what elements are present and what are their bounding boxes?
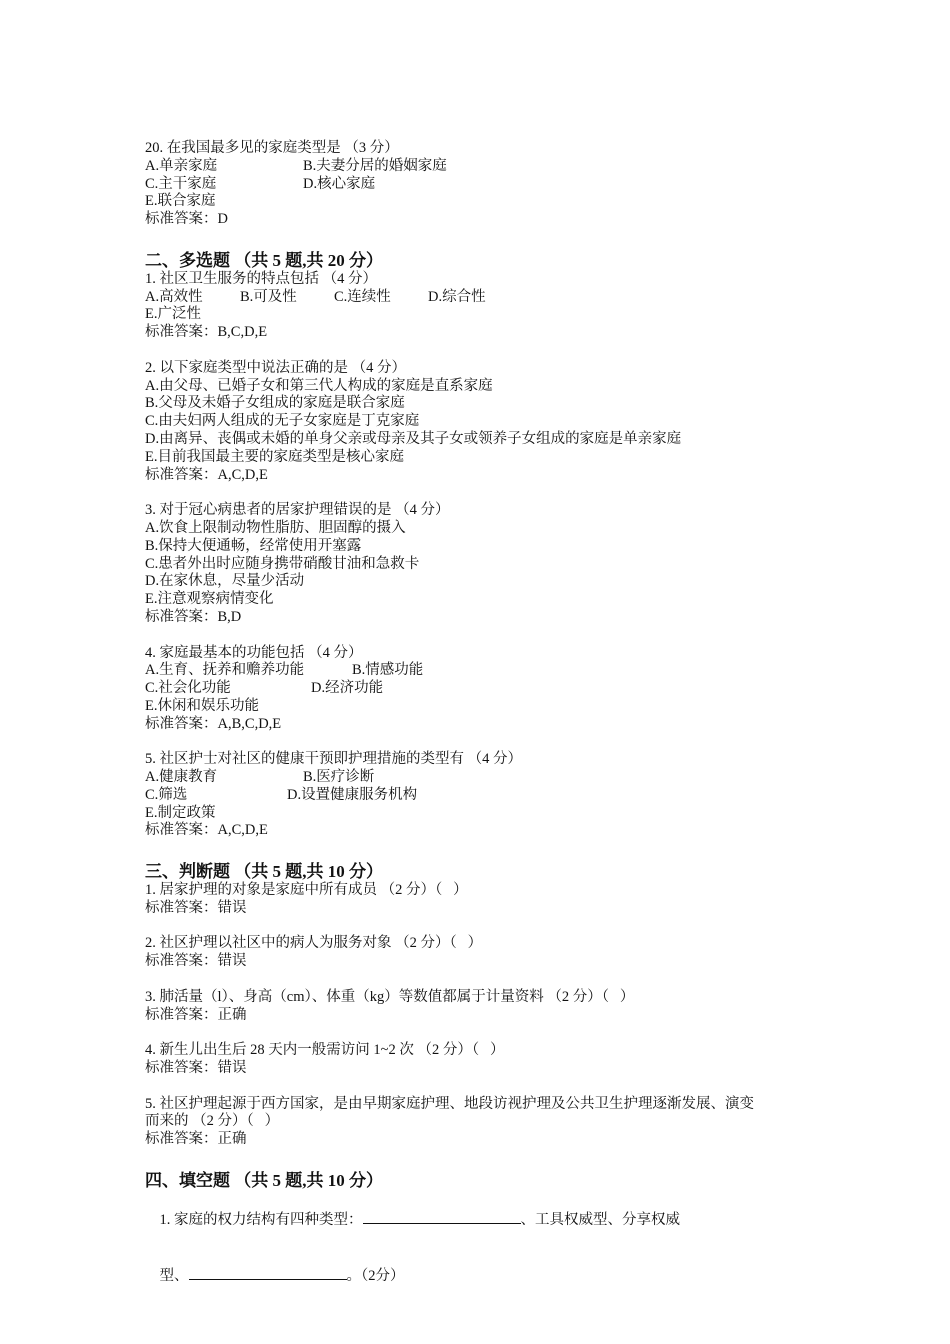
option-b: B.保持大便通畅，经常使用开塞露 bbox=[145, 537, 362, 554]
stem-part: 。（2分） bbox=[346, 1268, 405, 1285]
exam-page bbox=[145, 140, 825, 1304]
question-stem: 1. 居家护理的对象是家庭中所有成员 （2 分）（ ） bbox=[145, 882, 468, 899]
option-e: E.制定政策 bbox=[145, 804, 216, 821]
option-c: C.患者外出时应随身携带硝酸甘油和急救卡 bbox=[145, 555, 420, 572]
option-e: E.注意观察病情变化 bbox=[145, 591, 274, 608]
option-a: A.单亲家庭 bbox=[145, 157, 218, 174]
standard-answer: 标准答案：错误 bbox=[145, 953, 247, 970]
option-e: E.广泛性 bbox=[145, 306, 201, 323]
stem-part: 型、 bbox=[159, 1268, 189, 1285]
option-a: A.由父母、已婚子女和第三代人构成的家庭是直系家庭 bbox=[145, 377, 493, 394]
option-c: C.社会化功能 bbox=[145, 680, 231, 697]
standard-answer: 标准答案：A,C,D,E bbox=[145, 466, 268, 483]
option-e: E.休闲和娱乐功能 bbox=[145, 697, 259, 714]
stem-part: 、工具权威型、分享权威 bbox=[520, 1211, 680, 1228]
standard-answer: 标准答案：B,C,D,E bbox=[145, 324, 268, 341]
option-b: B.情感功能 bbox=[352, 662, 424, 679]
option-c: C.筛选 bbox=[145, 786, 188, 803]
standard-answer: 标准答案：错误 bbox=[145, 1060, 247, 1077]
section-title-multiple-choice: 二、多选题 （共 5 题,共 20 分） bbox=[145, 250, 383, 270]
option-c: C.连续性 bbox=[334, 288, 391, 305]
option-c: C.主干家庭 bbox=[145, 175, 217, 192]
option-row bbox=[145, 176, 825, 194]
option-row bbox=[145, 769, 825, 787]
standard-answer: 标准答案：正确 bbox=[145, 1006, 247, 1023]
section-title-true-false: 三、判断题 （共 5 题,共 10 分） bbox=[145, 862, 383, 882]
question-stem: 20. 在我国最多见的家庭类型是 （3 分） bbox=[145, 140, 399, 156]
question-stem-continued bbox=[145, 1247, 825, 1303]
option-a: A.饮食上限制动物性脂肪、胆固醇的摄入 bbox=[145, 519, 406, 536]
option-b: B.可及性 bbox=[240, 288, 297, 305]
option-row bbox=[145, 787, 825, 805]
section-title-fill-in: 四、填空题 （共 5 题,共 10 分） bbox=[145, 1170, 383, 1190]
question-stem: 5. 社区护理起源于西方国家，是由早期家庭护理、地段访视护理及公共卫生护理逐渐发展、演变 bbox=[145, 1095, 754, 1112]
option-d: D.在家休息，尽量少活动 bbox=[145, 573, 305, 590]
option-c: C.由夫妇两人组成的无子女家庭是丁克家庭 bbox=[145, 413, 420, 430]
standard-answer: 标准答案：A,C,D,E bbox=[145, 822, 268, 839]
option-a: A.高效性 bbox=[145, 288, 203, 305]
question-stem: 3. 对于冠心病患者的居家护理错误的是 （4 分） bbox=[145, 502, 450, 519]
standard-answer: 标准答案：D bbox=[145, 211, 228, 228]
question-stem: 1. 社区卫生服务的特点包括 （4 分） bbox=[145, 270, 377, 287]
standard-answer: 标准答案：正确 bbox=[145, 1131, 247, 1148]
standard-answer: 标准答案：B,D bbox=[145, 608, 242, 625]
option-b: B.夫妻分居的婚姻家庭 bbox=[303, 157, 447, 174]
option-a: A.生育、抚养和赡养功能 bbox=[145, 662, 305, 679]
option-b: B.父母及未婚子女组成的家庭是联合家庭 bbox=[145, 395, 405, 412]
option-row bbox=[145, 289, 825, 307]
option-a: A.健康教育 bbox=[145, 769, 218, 786]
option-e: E.联合家庭 bbox=[145, 193, 216, 210]
option-b: B.医疗诊断 bbox=[303, 769, 375, 786]
option-row bbox=[145, 662, 825, 680]
option-row bbox=[145, 158, 825, 176]
answer-blank[interactable] bbox=[363, 1209, 521, 1224]
question-stem: 4. 家庭最基本的功能包括 （4 分） bbox=[145, 644, 363, 661]
option-d: D.核心家庭 bbox=[303, 175, 376, 192]
option-e: E.目前我国最主要的家庭类型是核心家庭 bbox=[145, 448, 404, 465]
question-stem: 4. 新生儿出生后 28 天内一般需访问 1~2 次 （2 分）（ ） bbox=[145, 1042, 505, 1059]
question-stem-continued: 而来的 （2 分）（ ） bbox=[145, 1113, 280, 1130]
question-stem bbox=[145, 1191, 825, 1247]
option-d: D.设置健康服务机构 bbox=[287, 786, 418, 803]
option-d: D.经济功能 bbox=[311, 680, 384, 697]
question-stem: 3. 肺活量（l）、身高（cm）、体重（kg）等数值都属于计量资料 （2 分）（ ） bbox=[145, 988, 635, 1005]
question-stem: 5. 社区护士对社区的健康干预即护理措施的类型有 （4 分） bbox=[145, 751, 522, 768]
stem-part: 1. 家庭的权力结构有四种类型： bbox=[159, 1211, 363, 1228]
option-d: D.综合性 bbox=[428, 288, 486, 305]
option-d: D.由离异、丧偶或未婚的单身父亲或母亲及其子女或领养子女组成的家庭是单亲家庭 bbox=[145, 430, 682, 447]
answer-blank[interactable] bbox=[189, 1265, 347, 1280]
standard-answer: 标准答案：A,B,C,D,E bbox=[145, 715, 282, 732]
standard-answer: 标准答案：错误 bbox=[145, 899, 247, 916]
option-row bbox=[145, 680, 825, 698]
question-stem: 2. 以下家庭类型中说法正确的是 （4 分） bbox=[145, 359, 406, 376]
question-stem: 2. 社区护理以社区中的病人为服务对象 （2 分）（ ） bbox=[145, 935, 483, 952]
